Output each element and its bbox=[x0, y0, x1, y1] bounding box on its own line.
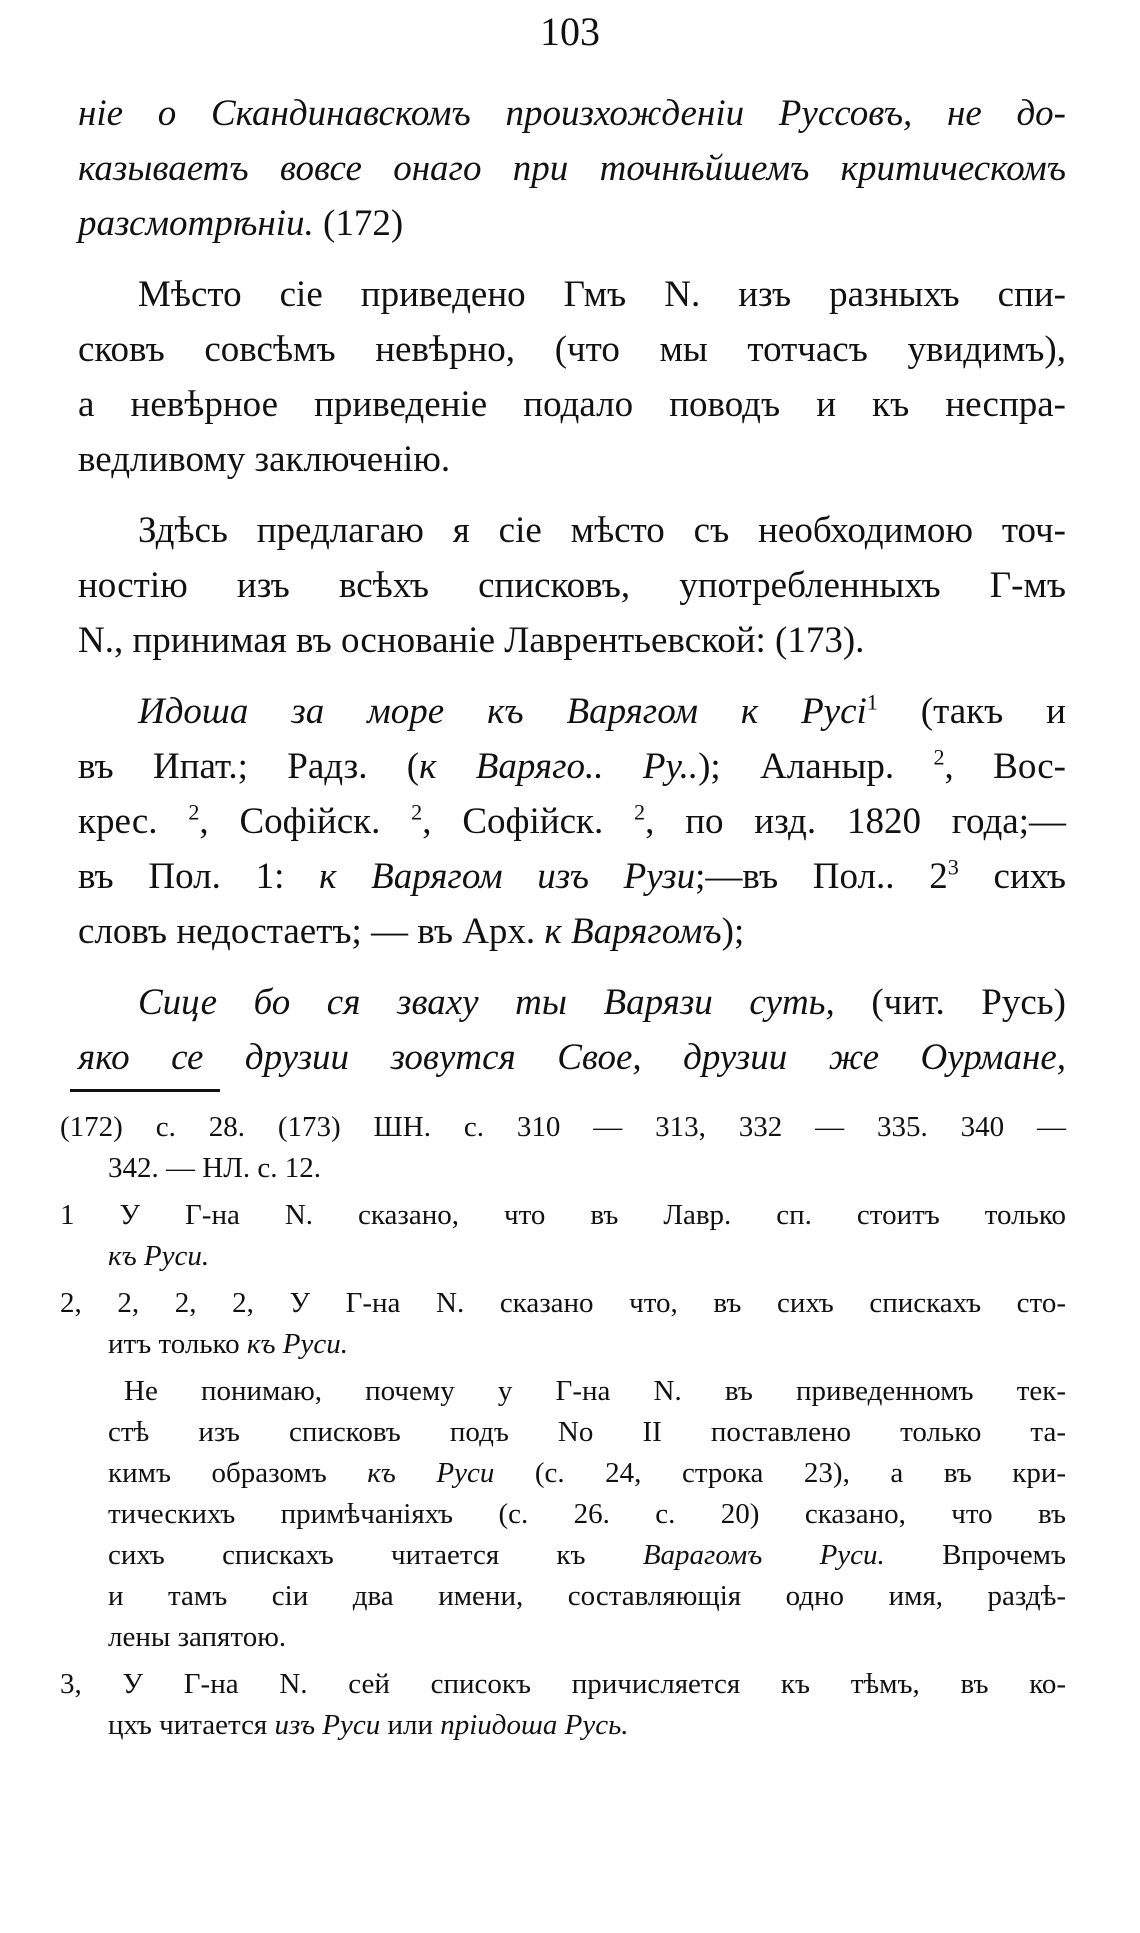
text-run: ностію изъ всѣхъ списковъ, употребленныхъ Г-мъ bbox=[78, 565, 1066, 606]
text-run: ); bbox=[721, 911, 745, 952]
text-run: , Софійск. bbox=[199, 801, 412, 842]
text-run: кимъ образомъ bbox=[108, 1457, 368, 1489]
text-run: цхъ читается bbox=[108, 1709, 275, 1741]
text-run: къ Руси. bbox=[108, 1240, 210, 1272]
footnote-line bbox=[60, 1576, 1066, 1617]
body-line bbox=[78, 684, 1066, 739]
footnote-marker: 2 bbox=[634, 799, 646, 825]
text-run: к Варяго.. Ру.. bbox=[419, 746, 699, 787]
text-run: словъ недостаетъ; — въ Арх. bbox=[78, 911, 545, 952]
text-run: (172) с. 28. (173) ШН. с. 310 — 313, 332 — 335. 340 — bbox=[60, 1111, 1066, 1143]
footnote-marker: 3 bbox=[947, 854, 959, 880]
text-run: Варагомъ Руси. bbox=[642, 1539, 885, 1571]
footnote-line bbox=[60, 1617, 1066, 1658]
text-run: стѣ изъ списковъ подъ No II поставлено только та- bbox=[108, 1416, 1066, 1448]
body-line bbox=[78, 975, 1066, 1030]
text-run: въ Ипат.; Радз. ( bbox=[78, 746, 420, 787]
body-line bbox=[78, 86, 1066, 141]
footnote-line bbox=[60, 1148, 1066, 1189]
footnote-line bbox=[60, 1107, 1066, 1148]
body-line bbox=[78, 267, 1066, 322]
text-run: , Вос- bbox=[944, 746, 1066, 787]
footnotes-block bbox=[60, 1107, 1066, 1746]
text-run: ;—въ Пол.. 2 bbox=[695, 856, 948, 897]
text-run: (172) bbox=[313, 203, 404, 244]
body-line bbox=[78, 739, 1066, 794]
text-run: 1 У Г-на N. сказано, что въ Лавр. сп. стоитъ только bbox=[60, 1199, 1066, 1231]
body-line bbox=[78, 196, 1066, 251]
text-run: к Варягомъ bbox=[544, 911, 722, 952]
footnote-line bbox=[60, 1195, 1066, 1236]
text-run: а невѣрное приведеніе подало поводъ и къ неспра- bbox=[78, 384, 1066, 425]
text-run: Мѣсто сіе приведено Гмъ N. изъ разныхъ спи- bbox=[138, 274, 1066, 315]
text-run: (такъ и bbox=[877, 691, 1066, 732]
footnote-separator-rule bbox=[70, 1089, 220, 1092]
text-run: Здѣсь предлагаю я сіе мѣсто съ необходимою точ- bbox=[138, 510, 1066, 551]
page-number: 103 bbox=[540, 9, 600, 54]
footnote-marker: 1 bbox=[866, 689, 878, 715]
body-line bbox=[78, 794, 1066, 849]
text-run: , Софійск. bbox=[422, 801, 635, 842]
text-run: 2, 2, 2, 2, У Г-на N. сказано что, въ сихъ спискахъ сто- bbox=[60, 1287, 1066, 1319]
footnote-line bbox=[60, 1412, 1066, 1453]
text-run: крес. bbox=[78, 801, 189, 842]
text-run: разсмотрѣніи. bbox=[78, 203, 314, 244]
text-run: (чит. Русь) bbox=[834, 982, 1066, 1023]
text-run: Впрочемъ bbox=[884, 1539, 1066, 1571]
footnote-line bbox=[60, 1324, 1066, 1365]
body-line bbox=[78, 322, 1066, 377]
text-run: тическихъ примѣчаніяхъ (с. 26. с. 20) сказано, что въ bbox=[108, 1498, 1066, 1530]
body-line bbox=[78, 141, 1066, 196]
text-run: Сице бо ся зваху ты Варязи суть, bbox=[138, 982, 835, 1023]
text-run: N., принимая въ основаніе Лаврентьевской: (173). bbox=[78, 620, 865, 661]
text-run: или bbox=[380, 1709, 441, 1741]
footnote-line bbox=[60, 1236, 1066, 1277]
text-run: ведливому заключенію. bbox=[78, 439, 451, 480]
footnote-line bbox=[60, 1283, 1066, 1324]
text-run: къ Руси bbox=[367, 1457, 495, 1489]
text-run: к Варягом изъ Рузи bbox=[319, 856, 696, 897]
text-run: казываетъ вовсе онаго при точнѣйшемъ критическомъ bbox=[78, 148, 1066, 189]
body-line bbox=[78, 558, 1066, 613]
footnote-marker: 2 bbox=[933, 744, 945, 770]
footnote-line bbox=[60, 1453, 1066, 1494]
body-line bbox=[78, 904, 1066, 959]
body-line bbox=[78, 613, 1066, 668]
text-run: ніе о Скандинавскомъ произхожденіи Руссовъ, не до- bbox=[78, 93, 1066, 134]
body-line bbox=[78, 849, 1066, 904]
text-run: и тамъ сіи два имени, составляющія одно имя, раздѣ- bbox=[108, 1580, 1066, 1612]
text-run: 3, У Г-на N. сей списокъ причисляется къ тѣмъ, въ ко- bbox=[60, 1668, 1066, 1700]
text-run: изъ Руси bbox=[274, 1709, 381, 1741]
text-run: пріидоша Русь. bbox=[440, 1709, 629, 1741]
footnote-line bbox=[60, 1705, 1066, 1746]
text-run: , по изд. 1820 года;— bbox=[645, 801, 1066, 842]
footnote-line bbox=[60, 1535, 1066, 1576]
text-run: лены запятою. bbox=[108, 1621, 287, 1653]
body-line bbox=[78, 377, 1066, 432]
text-run: ); Аланыр. bbox=[698, 746, 934, 787]
body-line bbox=[78, 503, 1066, 558]
footnote-line bbox=[60, 1371, 1066, 1412]
body-line bbox=[78, 1030, 1066, 1085]
text-run: въ Пол. 1: bbox=[78, 856, 320, 897]
text-run: сихъ спискахъ читается къ bbox=[108, 1539, 643, 1571]
text-run: Не понимаю, почему у Г-на N. въ приведенномъ тек- bbox=[124, 1375, 1066, 1407]
text-run: 342. — НЛ. с. 12. bbox=[108, 1152, 321, 1184]
footnote-line bbox=[60, 1664, 1066, 1705]
text-run: сихъ bbox=[958, 856, 1066, 897]
footnote-marker: 2 bbox=[188, 799, 200, 825]
text-run: (с. 24, строка 23), а въ кри- bbox=[494, 1457, 1067, 1489]
main-text-block bbox=[78, 86, 1066, 1085]
footnote-line bbox=[60, 1494, 1066, 1535]
text-run: яко се друзии зовутся Свое, друзии же Оурмане, bbox=[78, 1037, 1066, 1078]
text-run: итъ только bbox=[108, 1328, 247, 1360]
text-run: сковъ совсѣмъ невѣрно, (что мы тотчасъ увидимъ), bbox=[78, 329, 1066, 370]
text-run: Идоша за море къ Варягом к Русі bbox=[138, 691, 867, 732]
text-run: къ Руси. bbox=[246, 1328, 348, 1360]
footnote-marker: 2 bbox=[411, 799, 423, 825]
body-line bbox=[78, 432, 1066, 487]
